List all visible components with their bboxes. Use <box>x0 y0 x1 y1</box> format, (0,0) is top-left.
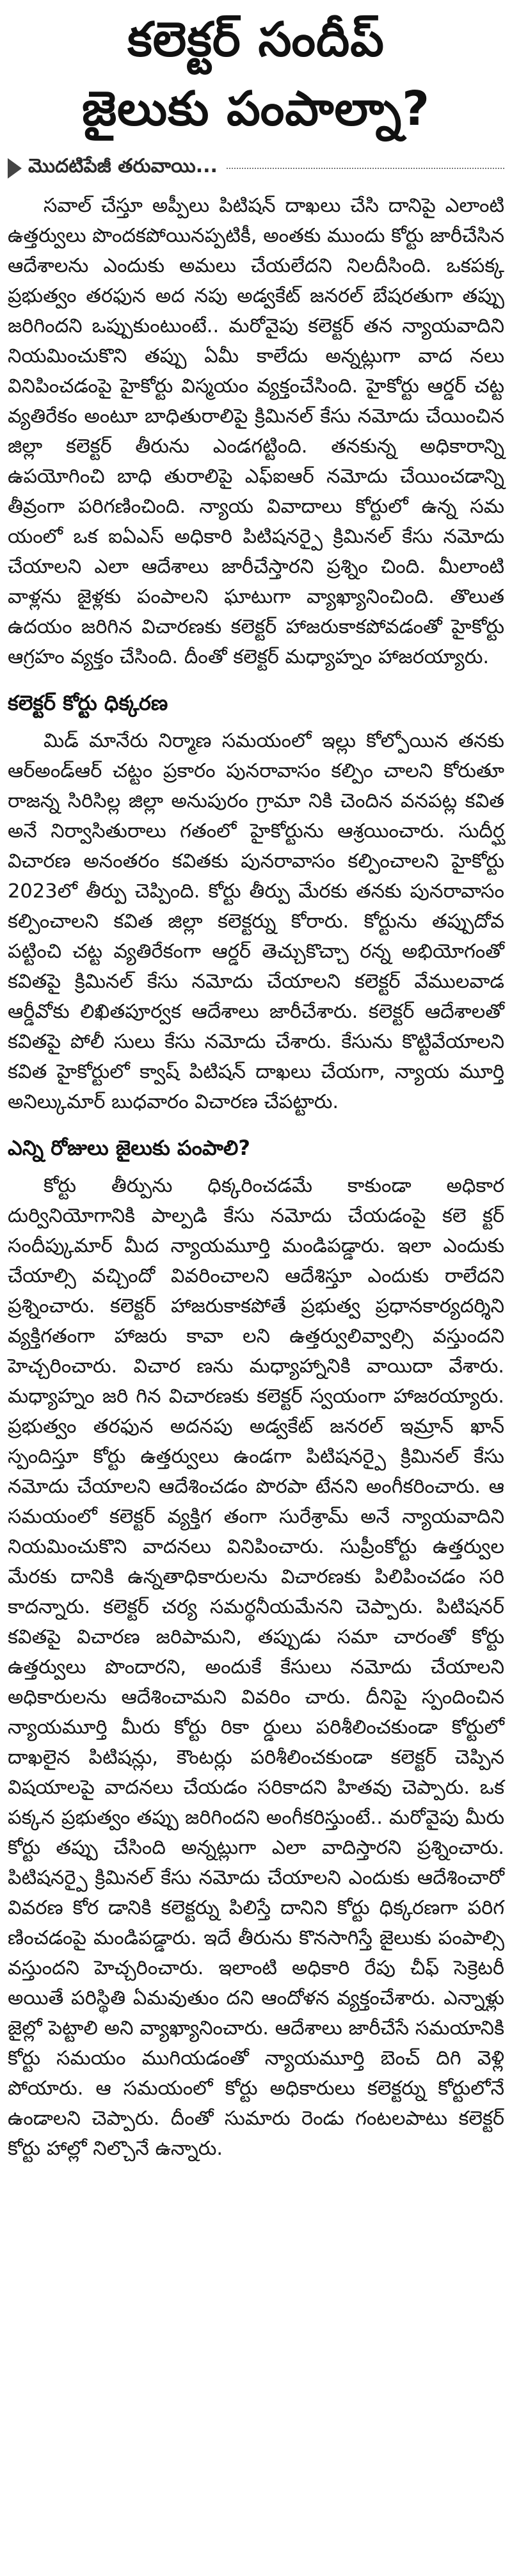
headline-line-2: జైలుకు పంపాల్నా? <box>81 81 431 136</box>
jail-days-paragraph: కోర్టు తీర్పును ధిక్కరించడమే కాకుండా అధికార దుర్వినియోగానికి పాల్పడి కేసు నమోదు చేయడంపై కలె క్టర్ సందీప్కుమార్ మీద న్యాయమూర్తి మండిపడ్డారు. ఇలా ఎందుకు చేయాల్సి వచ్చిందో వివరించాలని ఆదేశిస్తూ ఎందుకు రాలేదని ప్రశ్నించారు. కలెక్టర్ హాజరుకాకపోతే ప్రభుత్వ ప్రధానకార్యదర్శిని వ్యక్తిగతంగా హాజరు కావా లని ఉత్తర్వులివ్వాల్సి వస్తుందని హెచ్చరించారు. విచార ణను మధ్యాహ్నానికి వాయిదా వేశారు. మధ్యాహ్నం జరి గిన విచారణకు కలెక్టర్ స్వయంగా హాజరయ్యారు. ప్రభుత్వం తరఫున అదనపు అడ్వకేట్ జనరల్ ఇమ్రాన్ ఖాన్ స్పందిస్తూ కోర్టు ఉత్తర్వులు ఉండగా పిటిషనర్పై క్రిమినల్ కేసు నమోదు చేయాలని ఆదేశించడం పొరపా టేనని అంగీకరించారు. ఆ సమయంలో కలెక్టర్ వ్యక్తిగ తంగా సురేశ్రామ్ అనే న్యాయవాదిని నియమించుకొని వాదనలు వినిపించారు. సుప్రీంకోర్టు ఉత్తర్వుల మేరకు దానికి ఉన్నతాధికారులను విచారణకు పిలిపించడం సరి కాదన్నారు. కలెక్టర్ చర్య సమర్థనీయమేనని చెప్పారు. పిటిషనర్ కవితపై విచారణ జరిపామని, తప్పుడు సమా చారంతో కోర్టు ఉత్తర్వులు పొందారని, అందుకే కేసులు నమోదు చేయాలని అధికారులను ఆదేశించామని వివరిం చారు. దీనిపై స్పందించిన న్యాయమూర్తి మీరు కోర్టు రికా ర్డులు పరిశీలించకుండా కోర్టులో దాఖలైన పిటిషన్లు, కౌంటర్లు పరిశీలించకుండా కలెక్టర్ చెప్పిన విషయాలపై వాదనలు చేయడం సరికాదని హితవు చెప్పారు. ఒక పక్కన ప్రభుత్వం తప్పు జరిగిందని అంగీకరిస్తుంటే.. మరోవైపు మీరు కోర్టు తప్పు చేసింది అన్నట్లుగా ఎలా వాదిస్తారని ప్రశ్నించారు. పిటిషనర్పై క్రిమినల్ కేసు నమోదు చేయాలని ఎందుకు ఆదేశించారో వివరణ కోర డానికి కలెక్టర్ను పిలిస్తే దానిని కోర్టు ధిక్కరణగా పరిగ ణించడంపై మండిపడ్డారు. ఇదే తీరును కొనసాగిస్తే జైలుకు పంపాల్సి వస్తుందని హెచ్చరించారు. ఇలాంటి అధికారి రేపు చీఫ్ సెక్రెటరీ అయితే పరిస్థితి ఏమవుతుం దని ఆందోళన వ్యక్తంచేశారు. ఎన్నాళ్లు జైల్లో పెట్టాలి అని వ్యాఖ్యానించారు. ఆదేశాలు జారీచేసే సమయానికి కోర్టు సమయం ముగియడంతో న్యాయమూర్తి బెంచ్ దిగి వెళ్లి పోయారు. ఆ సమయంలో కోర్టు అధికారులు కలెక్టర్ను కోర్టులోనే ఉండాలని చెప్పారు. దీంతో సుమారు రెండు గంటలపాటు కలెక్టర్ కోర్టు హాల్లో నిల్చొనే ఉన్నారు. <box>8 1175 504 2160</box>
dotted-rule <box>227 168 504 169</box>
intro-paragraph: సవాల్ చేస్తూ అప్పీలు పిటిషన్ దాఖలు చేసి దానిపై ఎలాంటి ఉత్తర్వులు పొందకపోయినప్పటికీ, అంతకు ముందు కోర్టు జారీచేసిన ఆదేశాలను ఎందుకు అమలు చేయలేదని నిలదీసింది. ఒకపక్క ప్రభుత్వం తరఫున అద నపు అడ్వకేట్ జనరల్ బేషరతుగా తప్పు జరిగిందని ఒప్పుకుంటుంటే.. మరోవైపు కలెక్టర్ తన న్యాయవాదిని నియమించుకొని తప్పు ఏమీ కాలేదు అన్నట్లుగా వాద నలు వినిపించడంపై హైకోర్టు విస్మయం వ్యక్తంచేసింది. హైకోర్టు ఆర్డర్ చట్ట వ్యతిరేకం అంటూ బాధితురాలిపై క్రిమినల్ కేసు నమోదు చేయించిన జిల్లా కలెక్టర్ తీరును ఎండగట్టింది. తనకున్న అధికారాన్ని ఉపయోగించి బాధి తురాలిపై ఎఫ్ఐఆర్ నమోదు చేయించడాన్ని తీవ్రంగా పరిగణించింది. న్యాయ వివాదాలు కోర్టులో ఉన్న సమ యంలో ఒక ఐఏఎస్ అధికారి పిటిషనర్పై క్రిమినల్ కేసు నమోదు చేయాలని ఎలా ఆదేశాలు జారీచేస్తారని ప్రశ్నిం చింది. మీలాంటి వాళ్లను జైళ్లకు పంపాలని ఘాటుగా వ్యాఖ్యానించింది. తొలుత ఉదయం జరిగిన విచారణకు కలెక్టర్ హాజరుకాకపోవడంతో హైకోర్టు ఆగ్రహం వ్యక్తం చేసింది. దీంతో కలెక్టర్ మధ్యాహ్నం హాజరయ్యారు. <box>8 195 504 668</box>
play-arrow-icon <box>8 158 22 179</box>
contempt-paragraph: మిడ్ మానేరు నిర్మాణ సమయంలో ఇల్లు కోల్పోయిన తనకు ఆర్అండ్ఆర్ చట్టం ప్రకారం పునరావాసం కల్పిం చాలని కోరుతూ రాజన్న సిరిసిల్ల జిల్లా అనుపురం గ్రామా నికి చెందిన వనపట్ల కవిత అనే నిర్వాసితురాలు గతంలో హైకోర్టును ఆశ్రయించారు. సుదీర్ఘ విచారణ అనంతరం కవితకు పునరావాసం కల్పించాలని హైకోర్టు 2023లో తీర్పు చెప్పింది. కోర్టు తీర్పు మేరకు తనకు పునరావాసం కల్పించాలని కవిత జిల్లా కలెక్టర్ను కోరారు. కోర్టును తప్పుదోవ పట్టించి చట్ట వ్యతిరేకంగా ఆర్డర్ తెచ్చుకొచ్చా రన్న అభియోగంతో కవితపై క్రిమినల్ కేసు నమోదు చేయాలని కలెక్టర్ వేములవాడ ఆర్డీవోకు లిఖితపూర్వక ఆదేశాలు జారీచేశారు. కలెక్టర్ ఆదేశాలతో కవితపై పోలీ సులు కేసు నమోదు చేశారు. కేసును కొట్టివేయాలని కవిత హైకోర్టులో క్వాష్ పిటిషన్ దాఖలు చేయగా, న్యాయ మూర్తి అనిల్కుమార్ బుధవారం విచారణ చేపట్టారు. <box>8 730 504 1113</box>
continuation-marker <box>8 155 504 182</box>
section-heading-jail-days: ఎన్ని రోజులు జైలుకు పంపాలి? <box>8 1136 250 1160</box>
section-heading-contempt: కలెక్టర్ కోర్టు ధిక్కరణ <box>8 691 168 715</box>
headline-line-1: కలెక్టర్ సందీప్ <box>127 12 385 67</box>
headline <box>8 0 504 143</box>
continuation-label: మొదటిపేజీ తరువాయి... <box>28 155 218 177</box>
